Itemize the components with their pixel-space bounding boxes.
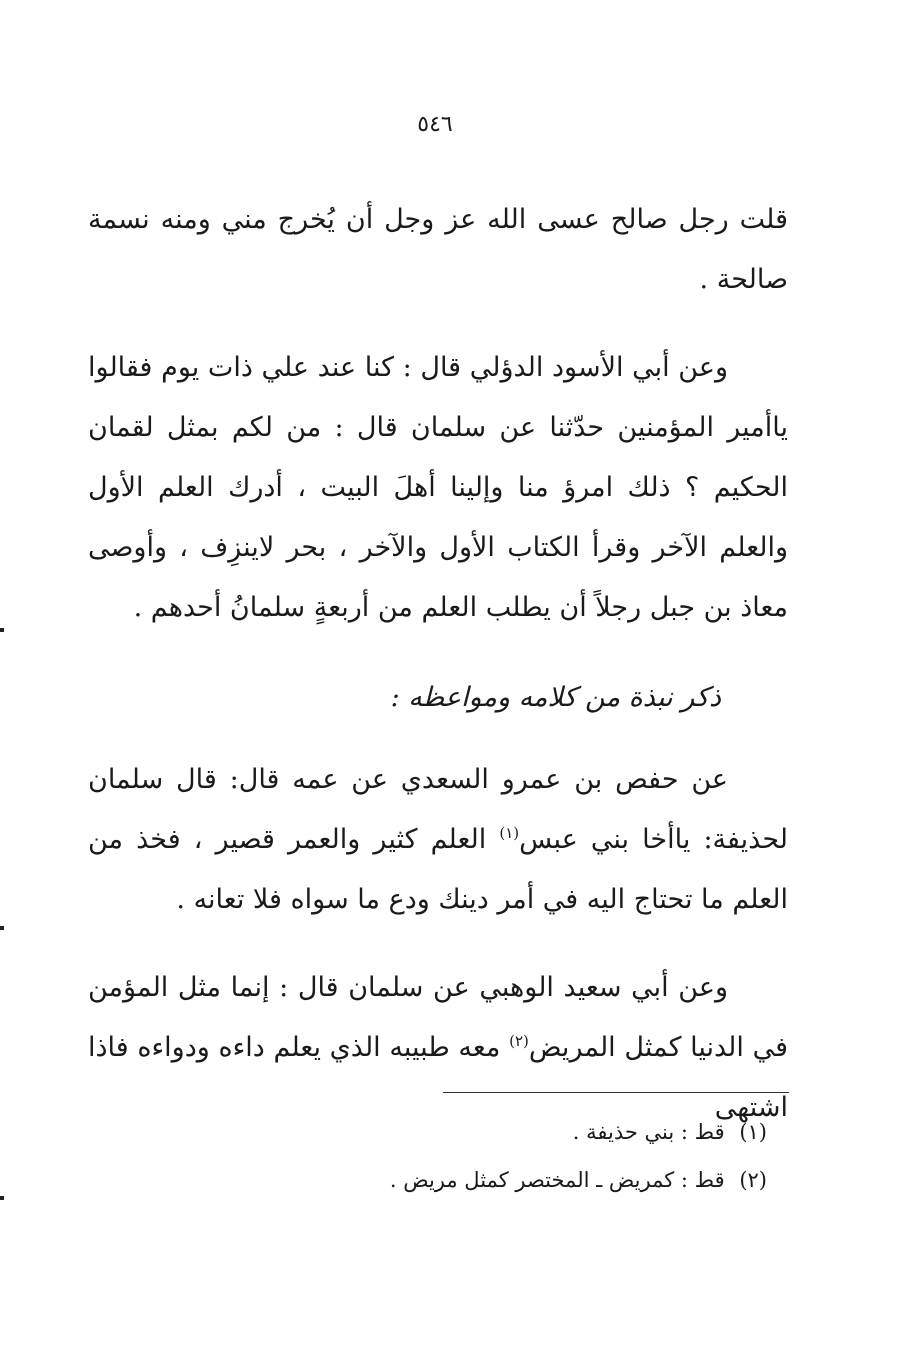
paragraph-3: [88, 750, 788, 930]
footnote-1: [127, 1108, 767, 1156]
footnote-2: [127, 1156, 767, 1204]
scan-edge-mark: [0, 926, 4, 930]
paragraph-4-text-start: وعن أبي سعيد الوهبي عن سلمان قال : إنما مثل المؤمن في الدنيا كمثل المريض: [88, 972, 788, 1063]
footnote-ref-1: (١): [499, 824, 520, 842]
footnotes: [127, 1108, 767, 1204]
paragraph-1: [88, 190, 788, 310]
paragraph-4-text-end: معه طبيبه الذي يعلم داءه ودواءه فاذا اشتهى: [88, 1032, 788, 1123]
footnote-number: (٢): [739, 1168, 767, 1192]
footnote-divider: [443, 1092, 789, 1093]
footnote-ref-2: (٢): [509, 1032, 529, 1050]
paragraph-2: [88, 338, 788, 638]
scan-edge-mark: [0, 628, 4, 632]
footnote-text: قط : بني حذيفة .: [572, 1120, 725, 1144]
paragraph-2-text: وعن أبي الأسود الدؤلي قال : كنا عند علي ذات يوم فقالوا ياأمير المؤمنين حدّثنا عن سلمان قال : من لكم بمثل لقمان الحكيم ؟ ذلك امرؤ منا وإلينا أهلَ البيت ، أدرك العلم الأول والعلم الآخر وقرأ الكتاب الأول والآخر ، بحر لاينزِف ، وأوصى معاذ بن جبل رجلاً أن يطلب العلم من أربعةٍ سلمانُ أحدهم .: [88, 352, 788, 623]
scan-edge-mark: [0, 1196, 4, 1200]
footnote-text: قط : كمريض ـ المختصر كمثل مريض .: [389, 1168, 725, 1192]
section-heading: ذكر نبذة من كلامه ومواعظه :: [390, 682, 721, 713]
footnote-number: (١): [739, 1120, 767, 1144]
paragraph-3-text-start: عن حفص بن عمرو السعدي عن عمه قال: قال سلمان لحذيفة: ياأخا بني عبس: [88, 764, 789, 855]
page-number: ٥٤٦: [417, 112, 453, 137]
paragraph-3-text-end: العلم كثير والعمر قصير ، فخذ من العلم ما تحتاج اليه في أمر دينك ودع ما سواه فلا تعانه .: [88, 824, 788, 915]
paragraph-1-text: قلت رجل صالح عسى الله عز وجل أن يُخرج مني ومنه نسمة صالحة .: [88, 204, 788, 295]
